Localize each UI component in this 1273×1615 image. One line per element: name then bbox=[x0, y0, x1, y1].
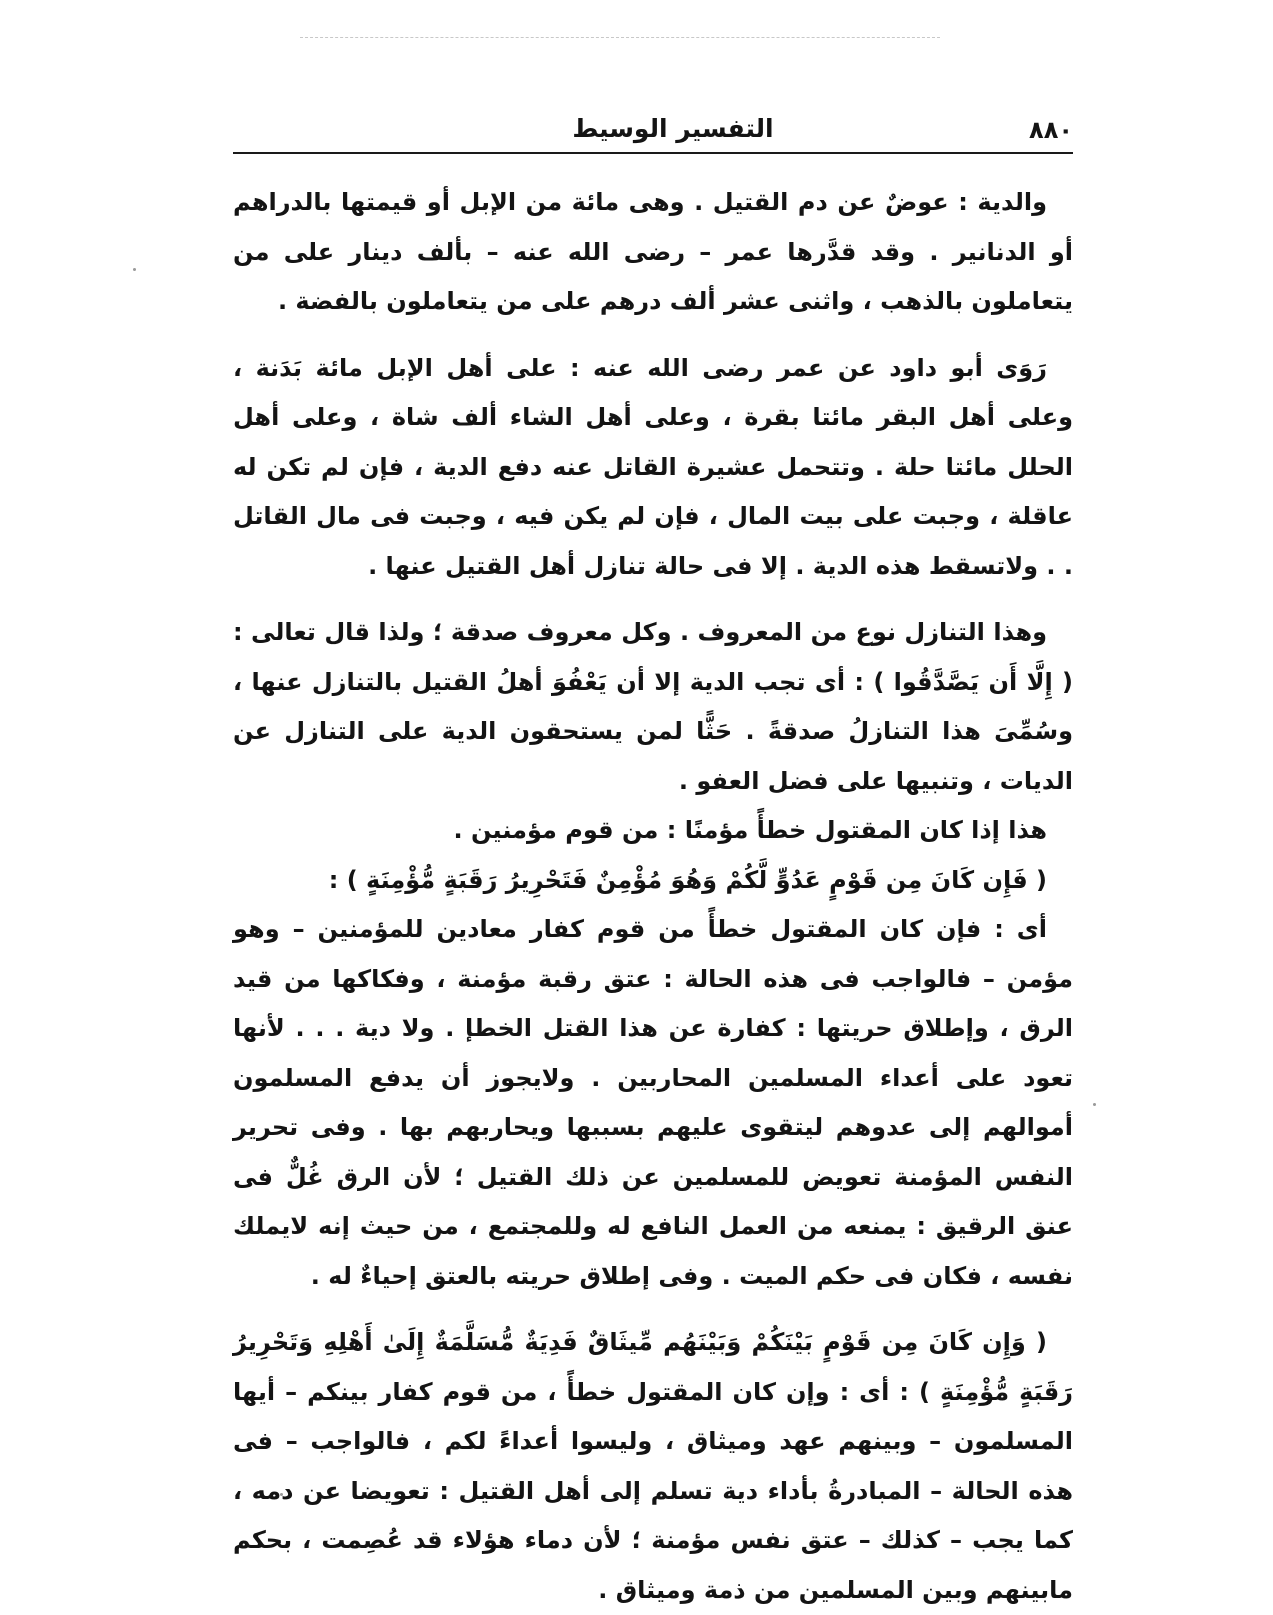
page-header bbox=[233, 112, 1073, 152]
paragraph-diya-definition: والدية : عوضٌ عن دم القتيل . وهى مائة من الإبل أو قيمتها بالدراهم أو الدنانير . وقد قدَّرها عمر – رضى الله عنه – بألف دينار على من يتعاملون بالذهب ، واثنى عشر ألف درهم على من يتعاملون بالفضة . bbox=[233, 188, 1073, 315]
running-title: التفسير الوسيط bbox=[572, 114, 774, 143]
page-body bbox=[233, 178, 1073, 1615]
paragraph-covenant-people: ( وَإِن كَانَ مِن قَوْمٍ بَيْنَكُمْ وَبَيْنَهُم مِّيثَاقٌ فَدِيَةٌ مُّسَلَّمَةٌ إِلَىٰ أَهْلِهِ وَتَحْرِيرُ رَقَبَةٍ مُّؤْمِنَةٍ ) : أى : وإن كان المقتول خطأً ، من قوم كفار بينكم – أيها المسلمون – وبينهم عهد وميثاق ، وليسوا أعداءً لكم ، فالواجب – فى هذه الحالة – المبادرةُ بأداء دية تسلم إلى أهل القتيل : تعويضا عن دمه ، كما يجب – كذلك – عتق نفس مؤمنة ؛ لأن دماء هؤلاء قد عُصِمت ، بحكم مابينهم وبين المسلمين من ذمة وميثاق . bbox=[233, 1328, 1073, 1604]
scan-speck bbox=[1093, 1103, 1096, 1106]
scan-speck bbox=[133, 268, 136, 271]
scan-artifact-line bbox=[300, 37, 940, 38]
paragraph-believer-case: هذا إذا كان المقتول خطأً مؤمنًا : من قوم مؤمنين . bbox=[453, 816, 1047, 844]
header-rule bbox=[233, 152, 1073, 154]
quran-verse-enemy-people: ( فَإِن كَانَ مِن قَوْمٍ عَدُوٍّ لَّكُمْ وَهُوَ مُؤْمِنٌ فَتَحْرِيرُ رَقَبَةٍ مُّؤْمِنَةٍ ) : bbox=[328, 865, 1047, 894]
paragraph-waiver-charity: وهذا التنازل نوع من المعروف . وكل معروف صدقة ؛ ولذا قال تعالى : ( إِلَّا أَن يَصَّدَّقُوا ) : أى تجب الدية إلا أن يَعْفُوَ أهلُ القتيل بالتنازل عنها ، وسُمِّىَ هذا التنازلُ صدقةً . حَثًّا لمن يستحقون الدية على التنازل عن الديات ، وتنبيها على فضل العفو . bbox=[233, 618, 1073, 795]
page-number: ٨٨٠ bbox=[1029, 116, 1073, 144]
paragraph-abu-dawud-narration: رَوَى أبو داود عن عمر رضى الله عنه : على أهل الإبل مائة بَدَنة ، وعلى أهل البقر مائتا بقرة ، وعلى أهل الشاء ألف شاة ، وعلى أهل الحلل مائتا حلة . وتتحمل عشيرة القاتل عنه دفع الدية ، فإن لم تكن له عاقلة ، وجبت على بيت المال ، فإن لم يكن فيه ، وجبت فى مال القاتل . . ولاتسقط هذه الدية . إلا فى حالة تنازل أهل القتيل عنها . bbox=[233, 353, 1073, 580]
paragraph-enemy-people-explanation: أى : فإن كان المقتول خطأً من قوم كفار معادين للمؤمنين – وهو مؤمن – فالواجب فى هذه الحالة : عتق رقبة مؤمنة ، وفكاكها من قيد الرق ، وإطلاق حريتها : كفارة عن هذا القتل الخطإ . ولا دية . . . لأنها تعود على أعداء المسلمين المحاربين . ولايجوز أن يدفع المسلمون أموالهم إلى عدوهم ليتقوى عليهم بسببها ويحاربهم بها . وفى تحرير النفس المؤمنة تعويض للمسلمين عن ذلك القتيل ؛ لأن الرق غُلٌّ فى عنق الرقيق : يمنعه من العمل النافع له وللمجتمع ، من حيث إنه لايملك نفسه ، فكان فى حكم الميت . وفى إطلاق حريته بالعتق إحياءٌ له . bbox=[233, 915, 1073, 1290]
